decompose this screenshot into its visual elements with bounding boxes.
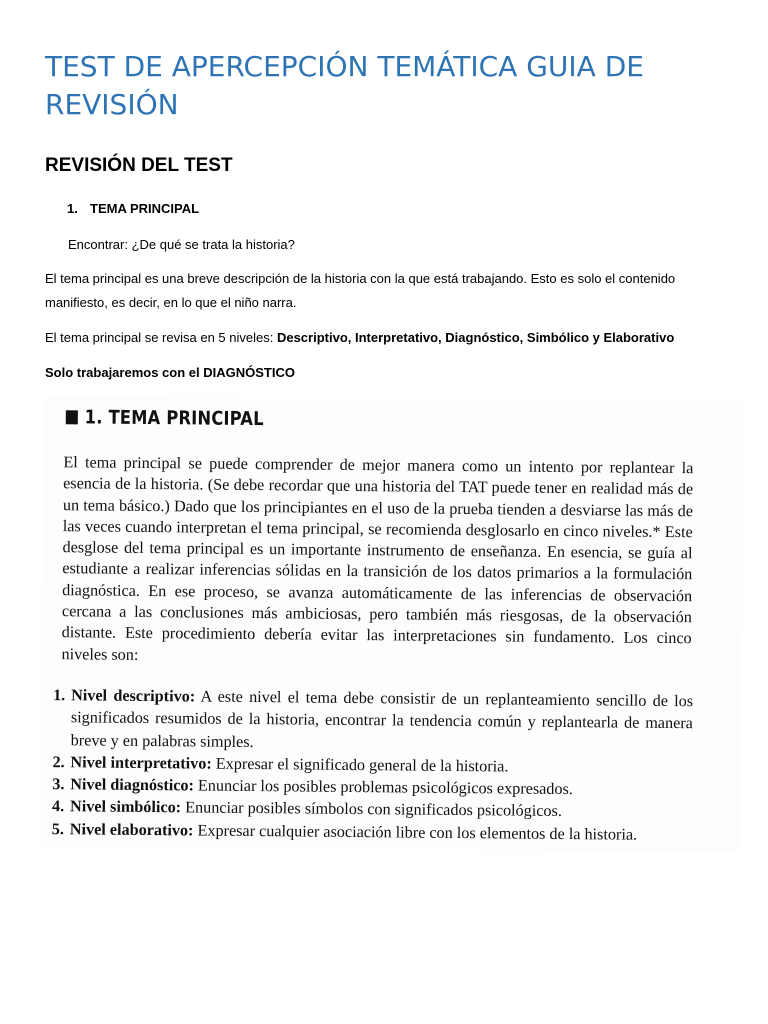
scan-heading-text: 1. TEMA PRINCIPAL [84,406,264,431]
item-number: 1. [67,201,78,216]
square-bullet-icon [66,410,78,424]
section-heading: REVISIÓN DEL TEST [45,155,233,176]
paragraph-diagnostic-note: Solo trabajaremos con el DIAGNÓSTICO [45,365,295,380]
paragraph-levels-list: Descriptivo, Interpretativo, Diagnóstico, Simbólico y Elaborativo [276,330,675,345]
find-prompt: Encontrar: ¿De qué se trata la historia? [68,237,295,252]
scan-level-number: 3. [52,775,65,794]
scan-level-name: Nivel interpretativo: [70,753,212,773]
paragraph-description: El tema principal es una breve descripción de la historia con la que está trabajando. Esto es solo el contenido manifiesto, es decir, en lo que el niño narra. [45,271,676,310]
item-heading-text: TEMA PRINCIPAL [90,201,200,216]
item-heading [67,201,199,216]
scan-level-name: Nivel diagnóstico: [70,775,195,795]
scan-level-text: Enunciar los posibles problemas psicológicos expresados. [197,776,573,799]
scan-level-name: Nivel elaborativo: [69,820,194,840]
scan-level-number: 4. [51,797,65,816]
scan-level-text: Expresar cualquier asociación libre con los elementos de la historia. [197,821,638,844]
paragraph-levels-lead: El tema principal se revisa en 5 niveles: [45,330,277,345]
scan-body-text: El tema principal se puede comprender de mejor manera como un intento por replantear la esencia de la historia. (Se debe recordar que una historia del TAT puede tener en realidad más de un tema básico.) Dado que los principiantes en el uso de la prueba tienden a desviarse las más de las veces cuando interpretan el tema principal, se recomienda desglosarlo en cinco niveles.* Este desglose del tema principal es un importante instrumento de enseñanza. En esencia, se guía al estudiante a realizar inferencias sólidas en la transición de los datos primarios a la formulación diagnóstica. En ese proceso, se avanza automáticamente de las inferencias de observación cercana a las conclusiones más ambiciosas, pero también más riesgosas, de la observación distante. Este procedimiento debería evitar las interpretaciones sin fundamento. Los cinco niveles son: [61,453,694,664]
scan-level-number: 5. [51,819,65,838]
scan-level-name: Nivel descriptivo: [71,686,196,706]
scanned-book-excerpt [40,396,744,853]
paragraph-levels [45,326,745,350]
scan-level-text: Enunciar posibles símbolos con significados psicológicos. [185,798,562,821]
document-title: TEST DE APERCEPCIÓN TEMÁTICA GUIA DE REVISIÓN [45,50,644,121]
scan-level-name: Nivel simbólico: [69,797,182,817]
scan-level-item [52,818,692,846]
scan-level-number: 2. [52,752,65,772]
scan-level-number: 1. [53,686,66,705]
scan-levels-list [52,684,693,846]
scan-heading [66,406,264,430]
scan-level-text: A este nivel el tema debe consistir de un replanteamiento sencillo de los significados resumidos de la historia, encontrar la tendencia común y replantearla de manera breve y en palabras simples. [70,687,694,751]
scan-level-item [53,684,694,757]
scan-level-text: Expresar el significado general de la historia. [215,754,509,776]
